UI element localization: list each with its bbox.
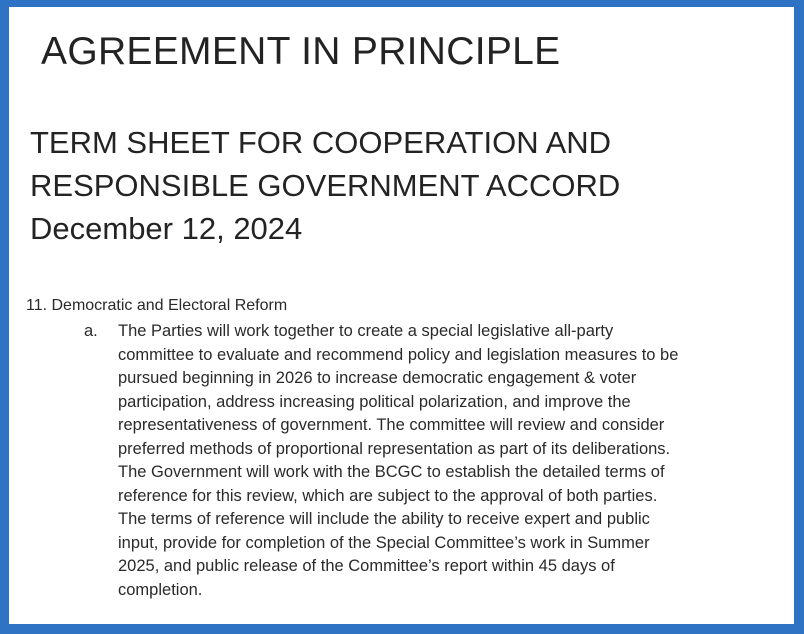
document-title: AGREEMENT IN PRINCIPLE	[41, 30, 561, 73]
item-body	[118, 320, 778, 602]
item-line: The Parties will work together to create a special legislative all-party	[118, 322, 614, 340]
item-line: The Government will work with the BCGC to establish the detailed terms of	[118, 463, 665, 481]
item-line: reference for this review, which are subject to the approval of both parties.	[118, 486, 658, 505]
item-line: committee to evaluate and recommend policy and legislation measures to be	[118, 345, 679, 364]
item-line: input, provide for completion of the Special Committee’s work in Summer	[118, 533, 650, 552]
subtitle-line-1: TERM SHEET FOR COOPERATION AND	[30, 125, 612, 160]
item-marker: a.	[84, 322, 98, 340]
item-line: preferred methods of proportional representation as part of its deliberations.	[118, 439, 671, 458]
document-subtitle	[30, 121, 620, 250]
item-line: 2025, and public release of the Committee’s report within 45 days of	[118, 557, 615, 575]
document-page	[9, 7, 794, 624]
subtitle-line-2: RESPONSIBLE GOVERNMENT ACCORD	[30, 168, 621, 203]
item-line: pursued beginning in 2026 to increase democratic engagement & voter	[118, 369, 637, 387]
item-line: representativeness of government. The committee will review and consider	[118, 416, 665, 434]
document-date: December 12, 2024	[30, 211, 303, 246]
section-heading: 11. Democratic and Electoral Reform	[26, 297, 288, 314]
item-line: completion.	[118, 580, 203, 599]
item-line: The terms of reference will include the ability to receive expert and public	[118, 510, 650, 528]
item-line: participation, address increasing political polarization, and improve the	[118, 392, 631, 411]
